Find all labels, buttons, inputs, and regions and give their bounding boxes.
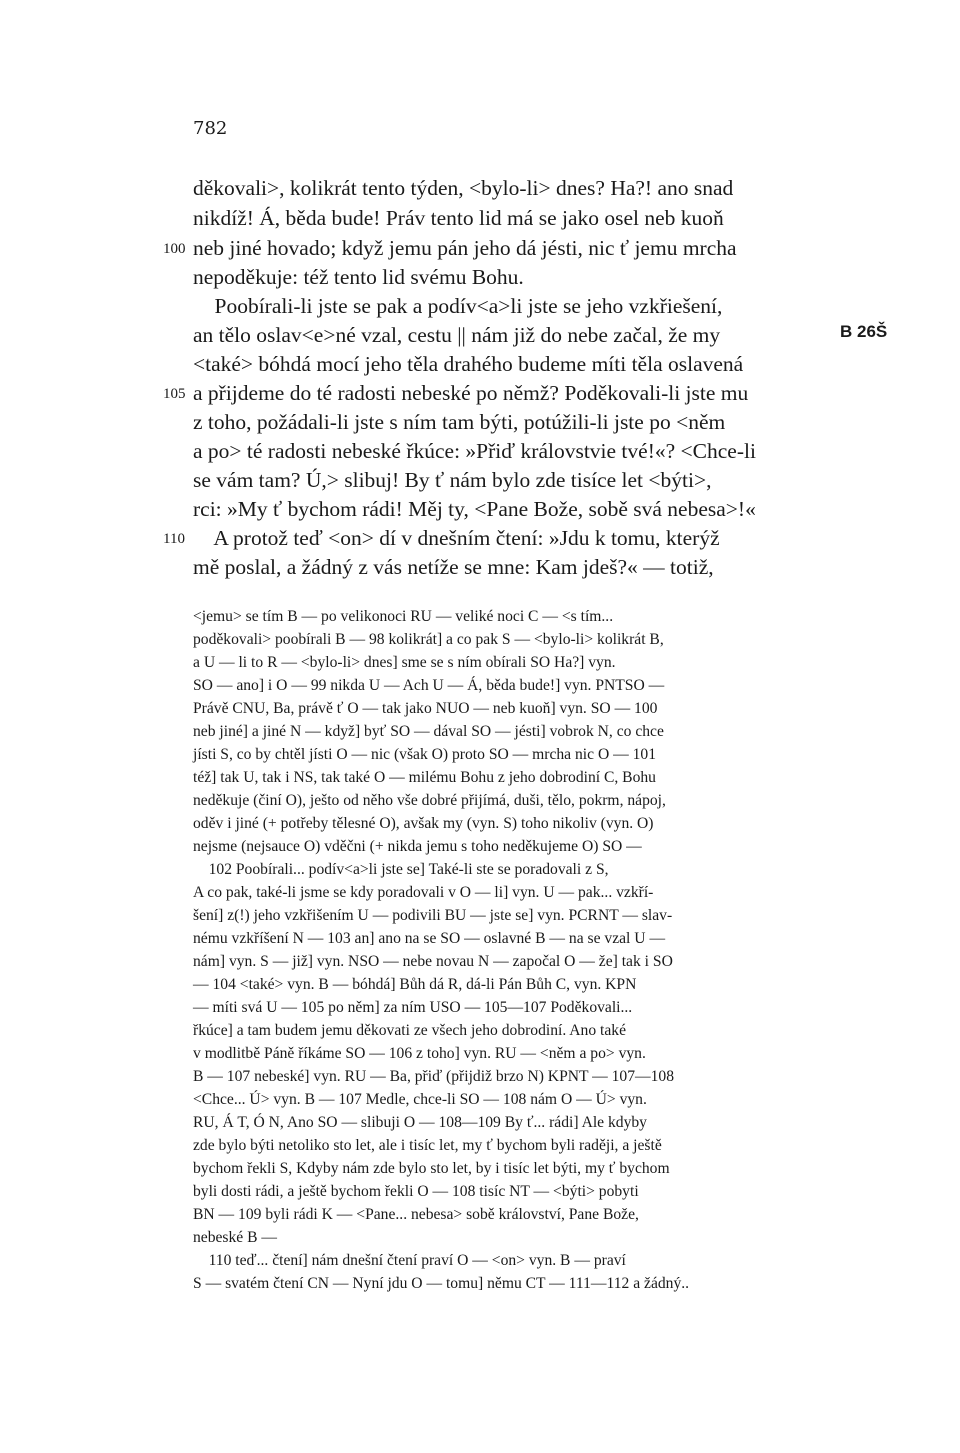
- main-line: mě poslal, a žádný z vás netíže se mne: Kam jdeš?« — totiž,: [193, 555, 714, 579]
- apparatus-line: nám] vyn. S — již] vyn. NSO — nebe novau N — započal O — že] tak i SO: [193, 953, 673, 970]
- apparatus-line: BN — 109 byli rádi K — <Pane... nebesa> sobě království, Pane Bože,: [193, 1206, 639, 1223]
- apparatus-line: též] tak U, tak i NS, tak také O — milému Bohu z jeho dobrodiní C, Bohu: [193, 769, 656, 786]
- apparatus-line: bychom řekli S, Kdyby nám zde bylo sto let, by i tisíc let býti, my ť bychom: [193, 1160, 670, 1177]
- apparatus-line: 110 teď... čtení] nám dnešní čtení praví O — <on> vyn. B — praví: [193, 1252, 626, 1269]
- main-line: a po> té radosti nebeské řkúce: »Přiď královstvie tvé!«? <Chce-li: [193, 439, 756, 463]
- apparatus-line: nejsme (nejsauce O) vděčni (+ nikda jemu s toho neděkujeme O) SO —: [193, 838, 642, 855]
- apparatus-line: RU, Á T, Ó N, Ano SO — slibuji O — 108—109 By ť... rádi] Ale kdyby: [193, 1114, 647, 1131]
- apparatus-line: neděkuje (činí O), ješto od něho vše dobré přijímá, duši, tělo, pokrm, nápoj,: [193, 792, 666, 809]
- main-line: nepoděkuje: též tento lid svému Bohu.: [193, 265, 524, 289]
- apparatus-line: B — 107 nebeské] vyn. RU — Ba, přiď (přijdiž brzo N) KPNT — 107—108: [193, 1068, 675, 1085]
- main-line: an tělo oslav<e>né vzal, cestu || nám již do nebe začal, že my: [193, 323, 721, 347]
- line-number: 100: [163, 241, 186, 257]
- apparatus-line: a U — li to R — <bylo-li> dnes] sme se s ním obírali SO Ha?] vyn.: [193, 654, 616, 671]
- apparatus-line: byli dosti rádi, a ještě bychom řekli O — 108 tisíc NT — <býti> pobyti: [193, 1183, 639, 1200]
- margin-reference: B 26Š: [840, 322, 888, 341]
- apparatus-line: 102 Poobírali... podív<a>li jste se] Také-li ste se poradovali z S,: [193, 861, 609, 878]
- line-number: 105: [163, 386, 186, 402]
- main-line: se vám tam? Ú,> slibuj! By ť nám bylo zde tisíce let <býti>,: [193, 468, 712, 492]
- main-line: <také> bóhdá mocí jeho těla drahého budeme míti těla oslavená: [193, 352, 744, 376]
- apparatus-line: nému vzkříšení N — 103 an] ano na se SO — oslavné B — na se vzal U —: [193, 930, 666, 947]
- apparatus-line: jísti S, co by chtěl jísti O — nic (však O) proto SO — mrcha nic O — 101: [193, 746, 656, 763]
- main-line: a přijdeme do té radosti nebeské po němž? Poděkovali-li jste mu: [193, 381, 749, 405]
- main-line: A protož teď <on> dí v dnešním čtení: »Jdu k tomu, kterýž: [193, 526, 720, 550]
- apparatus-line: řkúce] a tam budem jemu děkovati ze všech jeho dobrodiní. Ano také: [193, 1022, 627, 1039]
- main-line: rci: »My ť bychom rádi! Měj ty, <Pane Bože, sobě svá nebesa>!«: [193, 497, 756, 521]
- apparatus-line: S — svatém čtení CN — Nyní jdu O — tomu] němu CT — 111—112 a žádný..: [193, 1275, 690, 1292]
- main-line: nikdíž! Á, běda bude! Práv tento lid má se jako osel neb kuoň: [193, 206, 724, 230]
- page-number: 782: [193, 118, 228, 139]
- main-line: z toho, požádali-li jste s ním tam býti, potúžili-li jste po <něm: [193, 410, 726, 434]
- apparatus-line: A co pak, také-li jsme se kdy poradovali v O — li] vyn. U — pak... vzkří-: [193, 884, 654, 901]
- apparatus-line: oděv i jiné (+ potřeby tělesné O), avšak my (vyn. S) toho nikoliv (vyn. O): [193, 815, 654, 832]
- apparatus-line: <jemu> se tím B — po velikonoci RU — veliké noci C — <s tím...: [193, 608, 614, 625]
- apparatus-line: SO — ano] i O — 99 nikda U — Ach U — Á, běda bude!] vyn. PNTSO —: [193, 677, 665, 694]
- apparatus-line: — 104 <také> vyn. B — bóhdá] Bůh dá R, dá-li Pán Bůh C, vyn. KPN: [193, 976, 637, 993]
- apparatus-line: šení] z(!) jeho vzkřišením U — podivili BU — jste se] vyn. PCRNT — slav-: [193, 907, 673, 924]
- main-line: děkovali>, kolikrát tento týden, <bylo-li> dnes? Ha?! ano snad: [193, 176, 734, 200]
- apparatus-line: — míti svá U — 105 po něm] za ním USO — 105—107 Poděkovali...: [193, 999, 633, 1016]
- apparatus-line: <Chce... Ú> vyn. B — 107 Medle, chce-li SO — 108 nám O — Ú> vyn.: [193, 1091, 647, 1108]
- apparatus-line: poděkovali> poobírali B — 98 kolikrát] a co pak S — <bylo-li> kolikrát B,: [193, 631, 664, 648]
- apparatus-line: v modlitbě Páně říkáme SO — 106 z toho] vyn. RU — <něm a po> vyn.: [193, 1045, 646, 1062]
- apparatus-line: zde bylo býti netoliko sto let, ale i tisíc let, my ť bychom byli raději, a ještě: [193, 1137, 662, 1154]
- line-number: 110: [163, 531, 185, 547]
- main-line: neb jiné hovado; když jemu pán jeho dá jésti, nic ť jemu mrcha: [193, 236, 737, 260]
- apparatus-line: nebeské B —: [193, 1229, 278, 1246]
- apparatus-line: Právě CNU, Ba, právě ť O — tak jako NUO — neb kuoň] vyn. SO — 100: [193, 700, 658, 717]
- main-line: Poobírali-li jste se pak a podív<a>li jste se jeho vzkřiešení,: [193, 294, 723, 318]
- apparatus-line: neb jiné] a jiné N — když] byť SO — dával SO — jésti] vobrok N, co chce: [193, 723, 664, 740]
